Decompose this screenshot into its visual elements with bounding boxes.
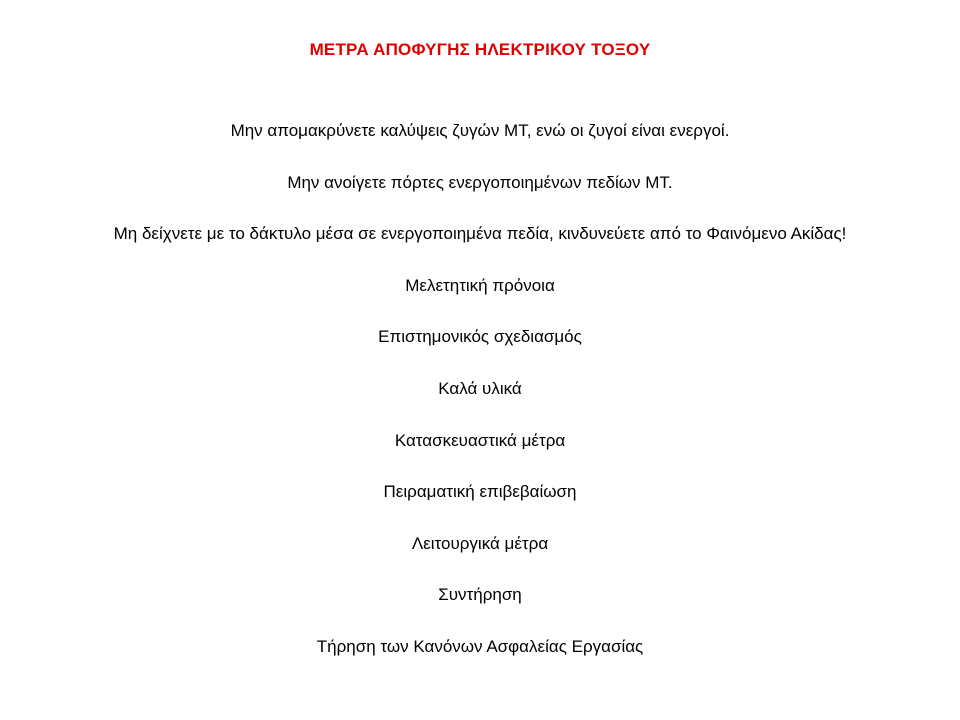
content-line-open-doors: Μην ανοίγετε πόρτες ενεργοποιημένων πεδίων ΜΤ. [287, 172, 673, 192]
content-line-remove-covers: Μην απομακρύνετε καλύψεις ζυγών ΜΤ, ενώ οι ζυγοί είναι ενεργοί. [230, 121, 730, 140]
content-line-safety-rules: Τήρηση των Κανόνων Ασφαλείας Εργασίας [316, 636, 644, 656]
content-list [0, 118, 960, 686]
content-line-experimental-verification: Πειραματική επιβεβαίωση [383, 482, 577, 502]
slide-title: ΜΕΤΡΑ ΑΠΟΦΥΓΗΣ ΗΛΕΚΤΡΙΚΟΥ ΤΟΞΟΥ [309, 40, 651, 59]
content-line-good-materials: Καλά υλικά [438, 378, 522, 398]
content-line-construction-measures: Κατασκευαστικά μέτρα [394, 430, 566, 450]
content-line-operational-measures: Λειτουργικά μέτρα [411, 533, 549, 553]
content-line-point-finger: Μη δείχνετε με το δάκτυλο μέσα σε ενεργοποιημένα πεδία, κινδυνεύετε από το Φαινόμενο Ακίδας! [113, 224, 847, 244]
content-line-study-provision: Μελετητική πρόνοια [405, 275, 555, 295]
content-line-maintenance: Συντήρηση [438, 585, 522, 605]
content-line-scientific-design: Επιστημονικός σχεδιασμός [378, 327, 582, 347]
